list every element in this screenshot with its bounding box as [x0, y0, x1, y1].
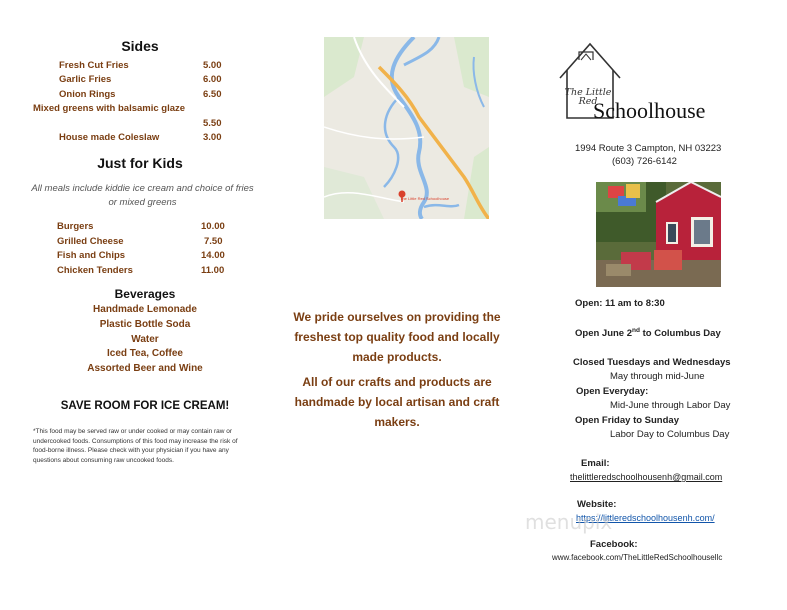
beverages-list — [55, 303, 235, 377]
side-item-name: Fresh Cut Fries — [59, 60, 129, 71]
kids-item-name: Fish and Chips — [57, 250, 126, 261]
beverages-heading: Beverages — [114, 287, 176, 301]
kids-item-price: 10.00 — [201, 221, 225, 232]
map-pin-label: The Little Red Schoolhouse — [400, 196, 450, 201]
kids-item-price: 14.00 — [201, 250, 225, 261]
phone: (603) 726-6142 — [612, 156, 677, 167]
beverage-item: Assorted Beer and Wine — [87, 363, 203, 375]
pride-statement: We pride ourselves on providing the freshest top quality food and locally made products. — [293, 310, 501, 364]
logo-name: Schoolhouse — [593, 98, 706, 123]
facebook-url: www.facebook.com/TheLittleRedSchoolhousellc — [552, 553, 723, 562]
closed-days: Closed Tuesdays and Wednesdays — [573, 357, 731, 368]
watermark: menupix — [525, 510, 613, 534]
side-item-name: Onion Rings — [59, 89, 116, 100]
side-item-price: 6.00 — [203, 74, 222, 85]
website-label: Website: — [577, 499, 617, 510]
storefront-photo — [596, 182, 721, 287]
weekend-label: Open Friday to Sunday — [575, 415, 679, 426]
address: 1994 Route 3 Campton, NH 03223 — [575, 143, 722, 154]
everyday-period: Mid-June through Labor Day — [610, 400, 731, 411]
side-item-name: Mixed greens with balsamic glaze — [33, 103, 186, 114]
disclaimer: *This food may be served raw or under cooked or may contain raw or undercooked foods. Consumptions of this food may increase the risk of food-borne illness. Please check with your physician if you have any questions about consuming raw uncooked foods. — [33, 428, 238, 464]
beverage-item: Plastic Bottle Soda — [99, 318, 191, 330]
everyday-label: Open Everyday: — [576, 386, 649, 397]
email-label: Email: — [581, 458, 610, 469]
kids-item-name: Burgers — [57, 221, 94, 232]
weekend-period: Labor Day to Columbus Day — [610, 429, 730, 440]
closed-period: May through mid-June — [610, 371, 705, 382]
beverage-item: Handmade Lemonade — [93, 304, 197, 315]
beverage-item: Iced Tea, Coffee — [107, 348, 183, 360]
website-link[interactable]: https://littleredschoolhousenh.com/ — [576, 513, 715, 523]
crafts-statement: All of our crafts and products are handmade by local artisan and craft makers. — [294, 375, 500, 429]
logo-script: The Little Red — [564, 87, 612, 107]
side-item-price: 6.50 — [203, 89, 222, 100]
kids-item-price: 7.50 — [204, 236, 223, 247]
email-link[interactable]: thelittleredschoolhousenh@gmail.com — [570, 472, 723, 482]
kids-item-name: Grilled Cheese — [57, 236, 124, 247]
season-end: to Columbus Day — [639, 328, 721, 340]
kids-note: All meals include kiddie ice cream and choice of fries or mixed greens — [31, 183, 254, 208]
logo — [545, 38, 735, 138]
season-start: Open June 2 — [575, 328, 633, 340]
side-item-price: 3.00 — [203, 132, 222, 143]
open-hours: Open: 11 am to 8:30 — [575, 298, 665, 309]
sides-heading: Sides — [121, 38, 159, 54]
season-line — [575, 327, 721, 339]
side-item-name: Garlic Fries — [59, 74, 112, 85]
ice-cream-banner: SAVE ROOM FOR ICE CREAM! — [60, 400, 230, 412]
side-item-price: 5.50 — [203, 118, 222, 129]
side-item-price: 5.00 — [203, 60, 222, 71]
kids-heading: Just for Kids — [97, 155, 183, 171]
kids-item-price: 11.00 — [201, 265, 225, 276]
facebook-label: Facebook: — [590, 539, 638, 550]
location-map[interactable] — [324, 37, 489, 219]
side-item-name: House made Coleslaw — [59, 132, 160, 143]
season-ordinal: nd — [632, 327, 640, 334]
kids-item-name: Chicken Tenders — [57, 265, 133, 276]
beverage-item: Water — [131, 333, 159, 345]
